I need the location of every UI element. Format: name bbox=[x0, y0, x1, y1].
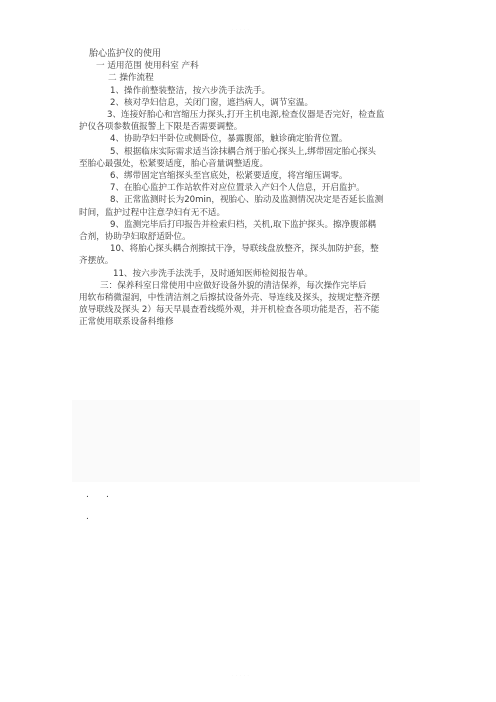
footer-watermark: · · · · · bbox=[232, 673, 250, 677]
step-6: 6、绑带固定宫缩探头至宫底处，松紧要适度，将宫缩压调零。 bbox=[110, 171, 348, 182]
step-10-continued: 齐摆放。 bbox=[79, 256, 114, 267]
section-scope: 一 适用范围 使用科室 产科 bbox=[96, 61, 199, 72]
step-11: 11、按六步洗手法洗手，及时通知医师检阅报告单。 bbox=[113, 268, 313, 279]
step-3-continued: 护仪各项参数值报警上下限是否需要调整。 bbox=[79, 122, 243, 133]
document-title: 胎心监护仪的使用 bbox=[89, 49, 162, 59]
header-watermark: · · · · · bbox=[232, 27, 250, 31]
trailing-marks bbox=[86, 488, 109, 524]
section-procedure-heading: 二 操作流程 bbox=[108, 73, 154, 84]
blank-shaded-area bbox=[72, 400, 420, 482]
document-body bbox=[79, 48, 423, 329]
step-8: 8、正常监测时长为20min，视胎心、胎动及监测情况决定是否延长监测 bbox=[110, 195, 384, 206]
step-9-continued: 合剂，协助孕妇取舒适卧位。 bbox=[79, 232, 191, 243]
step-7: 7、在胎心监护工作站软件对应位置录入产妇个人信息，开启监护。 bbox=[110, 183, 365, 194]
step-3: 3、连接好胎心和宫缩压力探头,打开主机电源,检查仪器是否完好，检查监 bbox=[107, 110, 385, 121]
section-maintenance: 三：保养科室日常使用中应做好设备外貌的清洁保养，每次操作完毕后 bbox=[100, 280, 367, 291]
step-2: 2、核对孕妇信息，关闭门窗，遮挡病人，调节室温。 bbox=[110, 97, 314, 108]
step-1: 1、操作前整装整洁，按六步洗手法洗手。 bbox=[110, 85, 271, 96]
step-4: 4、协助孕妇半卧位或侧卧位，暴露腹部，触诊确定胎背位置。 bbox=[110, 134, 348, 145]
step-8-continued: 时间，监护过程中注意孕妇有无不适。 bbox=[79, 207, 226, 218]
section-maintenance-line-2: 用软布稍微湿润，中性清洁剂之后擦拭设备外壳、导连线及探头，按规定整齐摆 bbox=[79, 293, 380, 304]
step-9: 9、监测完毕后打印报告并检索归档，关机,取下监护探头。擦净腹部耦 bbox=[110, 219, 377, 230]
step-5-continued: 至胎心最强处，松紧要适度，胎心音量调整适度。 bbox=[79, 158, 269, 169]
step-10: 10、将胎心探头耦合剂擦拭干净，导联线盘放整齐，探头加防护套，整 bbox=[110, 244, 379, 255]
trailing-marks-line-1: . . bbox=[86, 490, 109, 500]
step-5: 5、根据临床实际需求适当涂抹耦合剂于胎心探头上,绑带固定胎心探头 bbox=[110, 146, 377, 157]
trailing-marks-line-2: . bbox=[86, 512, 89, 522]
section-maintenance-line-3: 放导联线及探头 2）每天早晨查看线缆外观，并开机检查各项功能是否，若不能 bbox=[79, 305, 380, 316]
section-maintenance-line-4: 正常使用联系设备科维修 bbox=[79, 317, 174, 328]
